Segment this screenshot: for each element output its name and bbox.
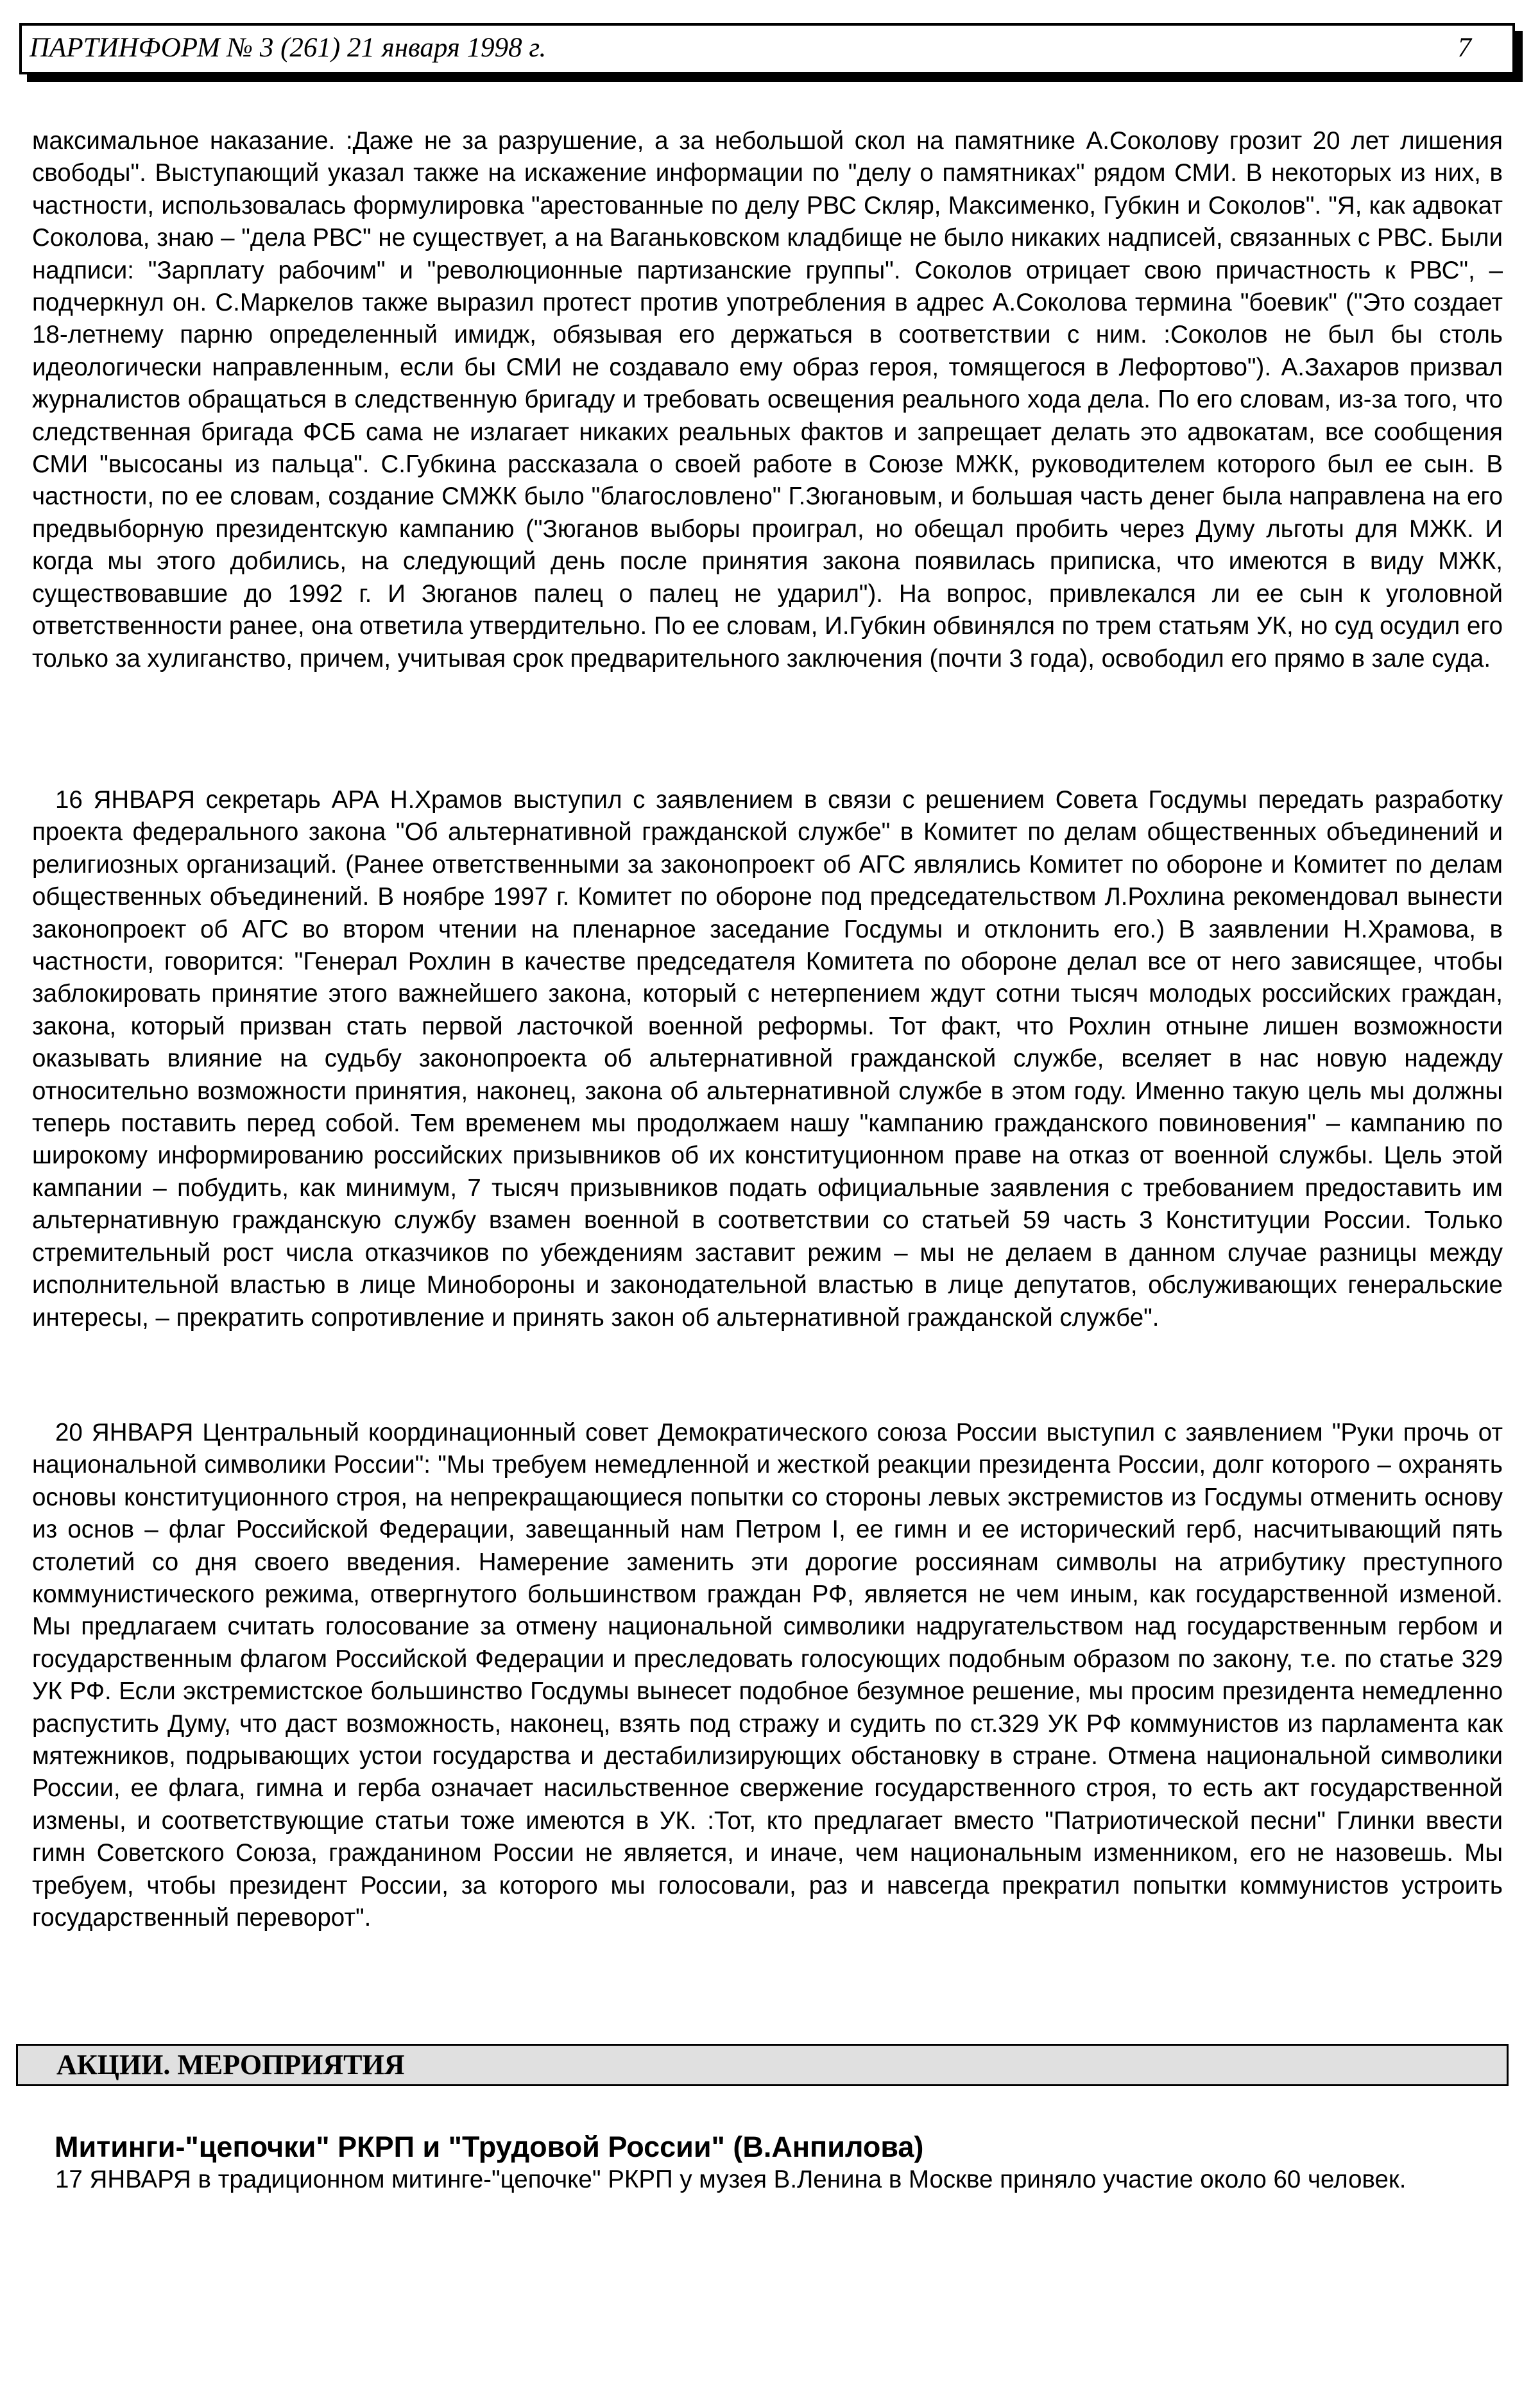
paragraph-3: 20 ЯНВАРЯ Центральный координационный совет Демократического союза России выступил с заявлением "Руки прочь от национальной символики России": "Мы требуем немедленной и жесткой реакции президента России, долг которого – охранять основы конституционного строя, на непрекращающиеся попытки со стороны левых экстремистов из Госдумы отменить основу из основ – флаг Российской Федерации, завещанный нам Петром I, ее гимн и ее исторический герб, насчитывающий пять столетий со дня своего введения. Намерение заменить эти дорогие россиянам символы на атрибутику преступного коммунистического режима, отвергнутого большинством граждан РФ, является не чем иным, как государственной изменой. Мы предлагаем считать голосование за отмену национальной символики надругательством над государственным гербом и государственным флагом Российской Федерации и преследовать голосующих подобным образом по закону, т.е. по статье 329 УК РФ. Если экстремистское большинство Госдумы вынесет подобное безумное решение, мы просим президента немедленно распустить Думу, что даст возможность, наконец, взять под стражу и судить по ст.329 УК РФ коммунистов из парламента как мятежников, подрывающих устои государства и дестабилизирующих обстановку в стране. Отмена национальной символики России, ее флага, гимна и герба означает насильственное свержение государственного строя, то есть акт государственной измены, и соответствующие статьи тоже имеются в УК. :Тот, кто предлагает вместо "Патриотической песни" Глинки ввести гимн Советского Союза, гражданином России не является, и иначе, чем национальным изменником, его не назовешь. Мы требуем, чтобы президент России, за которого мы голосовали, раз и навсегда прекратил попытки коммунистов устроить государственный переворот". [32, 1419, 1503, 1932]
page-number: 7 [1457, 33, 1471, 63]
section-header [16, 2044, 1509, 2086]
paragraph-1: максимальное наказание. :Даже не за разрушение, а за небольшой скол на памятнике А.Соколову грозит 20 лет лишения свободы". Выступающий указал также на искажение информации по "делу о памятниках" рядом СМИ. В некоторых из них, в частности, использовалась формулировка "арестованные по делу РВС Скляр, Максименко, Губкин и Соколов". "Я, как адвокат Соколова, знаю – "дела РВС" не существует, а на Ваганьковском кладбище не было никаких надписей, связанных с РВС. Были надписи: "Зарплату рабочим" и "революционные партизанские группы". Соколов отрицает свою причастность к РВС", – подчеркнул он. С.Маркелов также выразил протест против употребления в адрес А.Соколова термина "боевик" ("Это создает 18-летнему парню определенный имидж, обязывая его держаться в соответствии с ним. :Соколов не был бы столь идеологически направленным, если бы СМИ не создавало ему образ героя, томящегося в Лефортово"). А.Захаров призвал журналистов обращаться в следственную бригаду и требовать освещения реального хода дела. По его словам, из-за того, что следственная бригада ФСБ сама не излагает никаких реальных фактов и запрещает делать это адвокатам, все сообщения СМИ "высосаны из пальца". С.Губкина рассказала о своей работе в Союзе МЖК, руководителем которого был ее сын. В частности, по ее словам, создание СМЖК было "благословлено" Г.Зюгановым, и большая часть денег была направлена на его предвыборную президентскую кампанию ("Зюганов выборы проиграл, но обещал пробить через Думу льготы для МЖК. И когда мы этого добились, на следующий день после принятия закона появилась приписка, что имеются в виду МЖК, существовавшие до 1992 г. И Зюганов палец о палец не ударил"). На вопрос, привлекался ли ее сын к уголовной ответственности ранее, она ответила утвердительно. По ее словам, И.Губкин обвинялся по трем статьям УК, но суд осудил его только за хулиганство, причем, учитывая срок предварительного заключения (почти 3 года), освободил его прямо в зале суда. [32, 127, 1503, 673]
section-title: АКЦИИ. МЕРОПРИЯТИЯ [56, 2049, 405, 2080]
page-header [19, 23, 1515, 74]
publication-title: ПАРТИНФОРМ № 3 (261) 21 января 1998 г. [30, 33, 547, 63]
article-text: 17 ЯНВАРЯ в традиционном митинге-"цепочке" РКРП у музея В.Ленина в Москве приняло участие около 60 человек. [55, 2166, 1407, 2193]
paragraph-2: 16 ЯНВАРЯ секретарь АРА Н.Храмов выступил с заявлением в связи с решением Совета Госдумы передать разработку проекта федерального закона "Об альтернативной гражданской службе" в Комитет по делам общественных объединений и религиозных организаций. (Ранее ответственными за законопроект об АГС являлись Комитет по обороне и Комитет по делам общественных объединений. В ноябре 1997 г. Комитет по обороне под председательством Л.Рохлина рекомендовал вынести законопроект об АГС во втором чтении на пленарное заседание Госдумы и отклонить его.) В заявлении Н.Храмова, в частности, говорится: "Генерал Рохлин в качестве председателя Комитета по обороне делал все от него зависящее, чтобы заблокировать принятие этого важнейшего закона, который с нетерпением ждут сотни тысяч молодых российских граждан, закона, который призван стать первой ласточкой военной реформы. Тот факт, что Рохлин отныне лишен возможности оказывать влияние на судьбу законопроекта об альтернативной гражданской службе, вселяет в нас новую надежду относительно возможности принятия, наконец, закона об альтернативной службе в этом году. Именно такую цель мы должны теперь поставить перед собой. Тем временем мы продолжаем нашу "кампанию гражданского повиновения" – кампанию по широкому информированию российских призывников об их конституционном праве на отказ от военной службы. Цель этой кампании – побудить, как минимум, 7 тысяч призывников подать официальные заявления с требованием предоставить им альтернативную гражданскую службу взамен военной в соответствии со статьей 59 часть 3 Конституции России. Только стремительный рост числа отказчиков по убеждениям заставит режим – мы не делаем в данном случае разницы между исполнительной властью в лице Минобороны и законодательной властью в лице депутатов, обслуживающих генеральские интересы, – прекратить сопротивление и принять закон об альтернативной гражданской службе". [32, 786, 1503, 1332]
article-heading: Митинги-"цепочки" РКРП и "Трудовой России" (В.Анпилова) [55, 2130, 924, 2163]
